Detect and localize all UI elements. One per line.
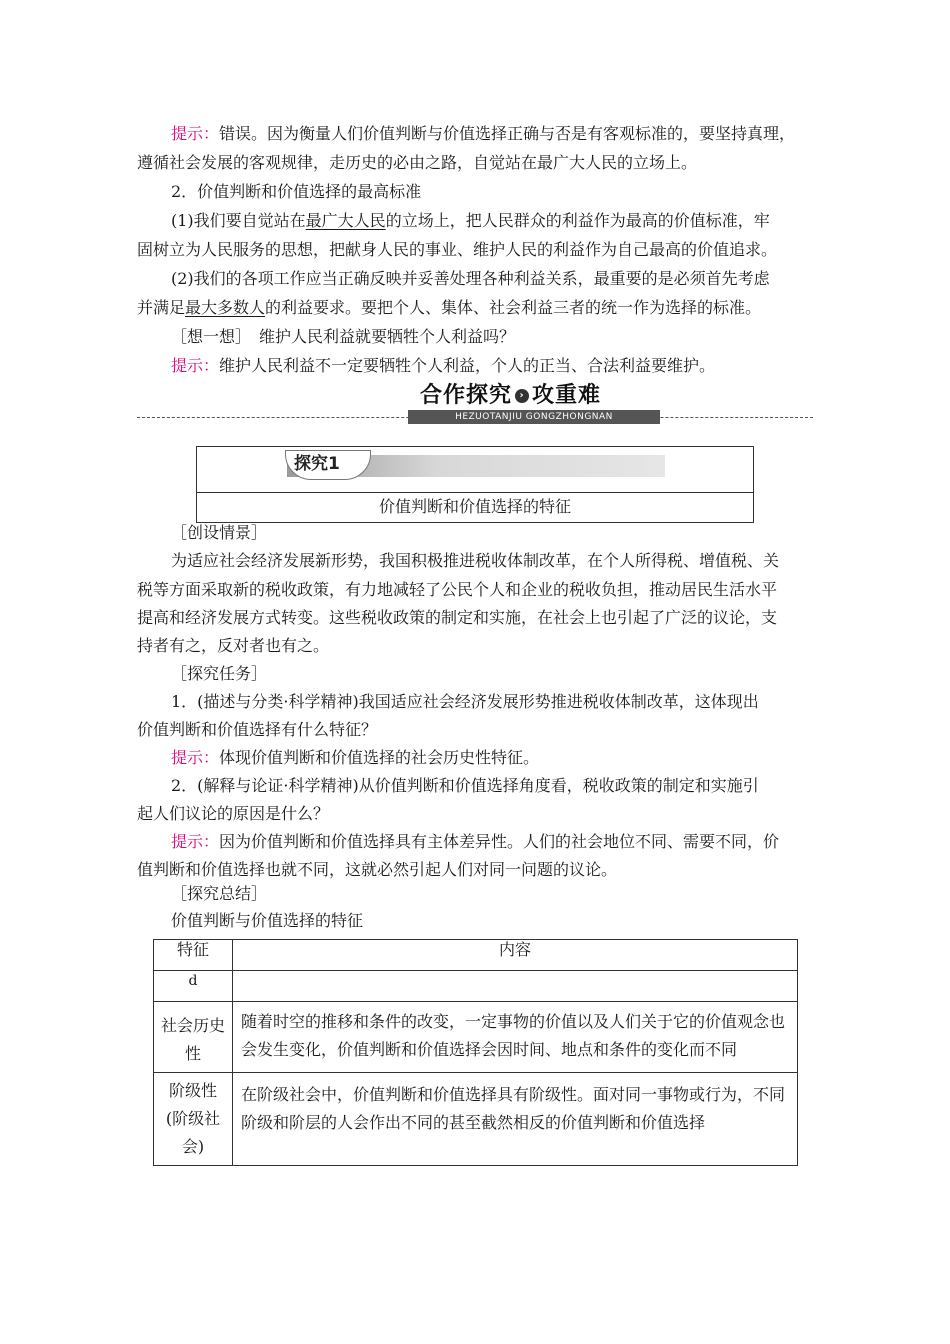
scenario-line: 提高和经济发展方式转变。这些税收政策的制定和实施，在社会上也引起了广泛的议论，支 — [137, 608, 778, 627]
hint-label: 提示： — [171, 832, 220, 851]
banner-title — [420, 382, 601, 410]
answer-2 — [171, 832, 779, 852]
think-question: ［想一想］ 维护人民利益就要牺牲个人利益吗？ — [171, 327, 516, 346]
table-caption: 价值判断与价值选择的特征 — [171, 911, 364, 930]
scenario-line: 税等方面采取新的税收政策，有力地减轻了公民个人和企业的税收负担，推动居民生活水平 — [137, 580, 778, 599]
feature-cell — [154, 1073, 233, 1166]
content-cell — [233, 1073, 798, 1166]
paragraph-2-cont — [137, 298, 761, 318]
explore-title: 价值判断和价值选择的特征 — [378, 497, 571, 516]
scenario-line: 持者有之，反对者也有之。 — [137, 636, 330, 655]
feature-text: 社会历史性 — [160, 1016, 225, 1063]
text-span: 的利益要求。要把个人、集体、社会利益三者的统一作为选择的标准。 — [265, 298, 762, 317]
table-header-row — [154, 940, 798, 971]
hint-paragraph-1-cont: 遵循社会发展的客观规律，走历史的必由之路，自觉站在最广大人民的立场上。 — [137, 153, 698, 172]
header-content: 内容 — [233, 940, 798, 971]
hint-label: 提示： — [171, 124, 220, 143]
question-2-cont: 起人们议论的原因是什么？ — [137, 804, 330, 823]
paragraph-1-cont: 固树立为人民服务的思想，把献身人民的事业、维护人民的利益作为自己最高的价值追求。 — [137, 240, 778, 259]
table-row — [154, 1073, 798, 1166]
content-text: 在阶级社会中，价值判断和价值选择具有阶级性。面对同一事物或行为，不同阶级和阶层的人会作出不同的甚至截然相反的价值判断和价值选择 — [241, 1085, 786, 1132]
question-1: 1．(描述与分类·科学精神)我国适应社会经济发展形势推进税收体制改革，这体现出 — [171, 692, 759, 711]
banner-title-a: 合作探究 — [420, 383, 513, 408]
hint-paragraph-2 — [171, 356, 715, 376]
banner-subtitle: HEZUOTANJIU GONGZHONGNAN — [408, 410, 660, 424]
scenario-line: 为适应社会经济发展新形势，我国积极推进税收体制改革，在个人所得税、增值税、关 — [171, 551, 780, 570]
text-span: 的立场上，把人民群众的利益作为最高的价值标准，牢 — [385, 211, 770, 230]
explore-box — [196, 446, 754, 523]
feature-cell — [154, 1002, 233, 1073]
feature-cell — [154, 971, 233, 1002]
text-span: (1)我们要自觉站在 — [171, 211, 306, 230]
answer-1 — [171, 748, 539, 768]
features-table — [153, 939, 798, 1166]
hint-text: 因为价值判断和价值选择具有主体差异性。人们的社会地位不同、需要不同，价 — [219, 832, 780, 851]
feature-text: d — [188, 973, 198, 989]
table-row — [154, 971, 798, 1002]
underlined-term: 最大多数人 — [185, 298, 266, 317]
hint-label: 提示： — [171, 748, 220, 767]
summary-heading: ［探究总结］ — [171, 884, 268, 903]
tasks-heading: ［探究任务］ — [171, 664, 268, 683]
question-2: 2．(解释与论证·科学精神)从价值判断和价值选择角度看，税收政策的制定和实施引 — [171, 776, 759, 795]
content-cell — [233, 971, 798, 1002]
content-cell — [233, 1002, 798, 1073]
arrow-icon: › — [515, 389, 529, 403]
table-row — [154, 1002, 798, 1073]
hint-paragraph-1 — [171, 124, 795, 144]
header-feature: 特征 — [154, 940, 233, 971]
scenario-heading: ［创设情景］ — [171, 523, 268, 542]
explore-label: 探究1 — [294, 454, 340, 474]
explore-header — [197, 447, 753, 493]
hint-text: 体现价值判断和价值选择的社会历史性特征。 — [219, 748, 540, 767]
answer-2-cont: 值判断和价值选择也就不同，这就必然引起人们对同一问题的议论。 — [137, 860, 618, 879]
paragraph-2: (2)我们的各项工作应当正确反映并妥善处理各种利益关系，最重要的是必须首先考虑 — [171, 269, 770, 288]
hint-label: 提示： — [171, 356, 220, 375]
paragraph-1 — [171, 211, 770, 231]
text-span: 并满足 — [137, 298, 186, 317]
hint-text: 错误。因为衡量人们价值判断与价值选择正确与否是有客观标准的，要坚持真理， — [219, 124, 796, 143]
explore-tab — [285, 450, 371, 480]
question-1-cont: 价值判断和价值选择有什么特征？ — [137, 720, 378, 739]
content-text: 随着时空的推移和条件的改变，一定事物的价值以及人们关于它的价值观念也会发生变化，价值判断和价值选择会因时间、地点和条件的变化而不同 — [241, 1012, 786, 1059]
banner-title-b: 攻重难 — [532, 383, 602, 408]
underlined-term: 最广大人民 — [305, 211, 386, 230]
feature-text: 阶级性(阶级社会) — [165, 1081, 221, 1156]
section-heading: 2．价值判断和价值选择的最高标准 — [171, 182, 422, 201]
hint-text: 维护人民利益不一定要牺牲个人利益，个人的正当、合法利益要维护。 — [219, 356, 716, 375]
section-banner — [408, 382, 660, 426]
